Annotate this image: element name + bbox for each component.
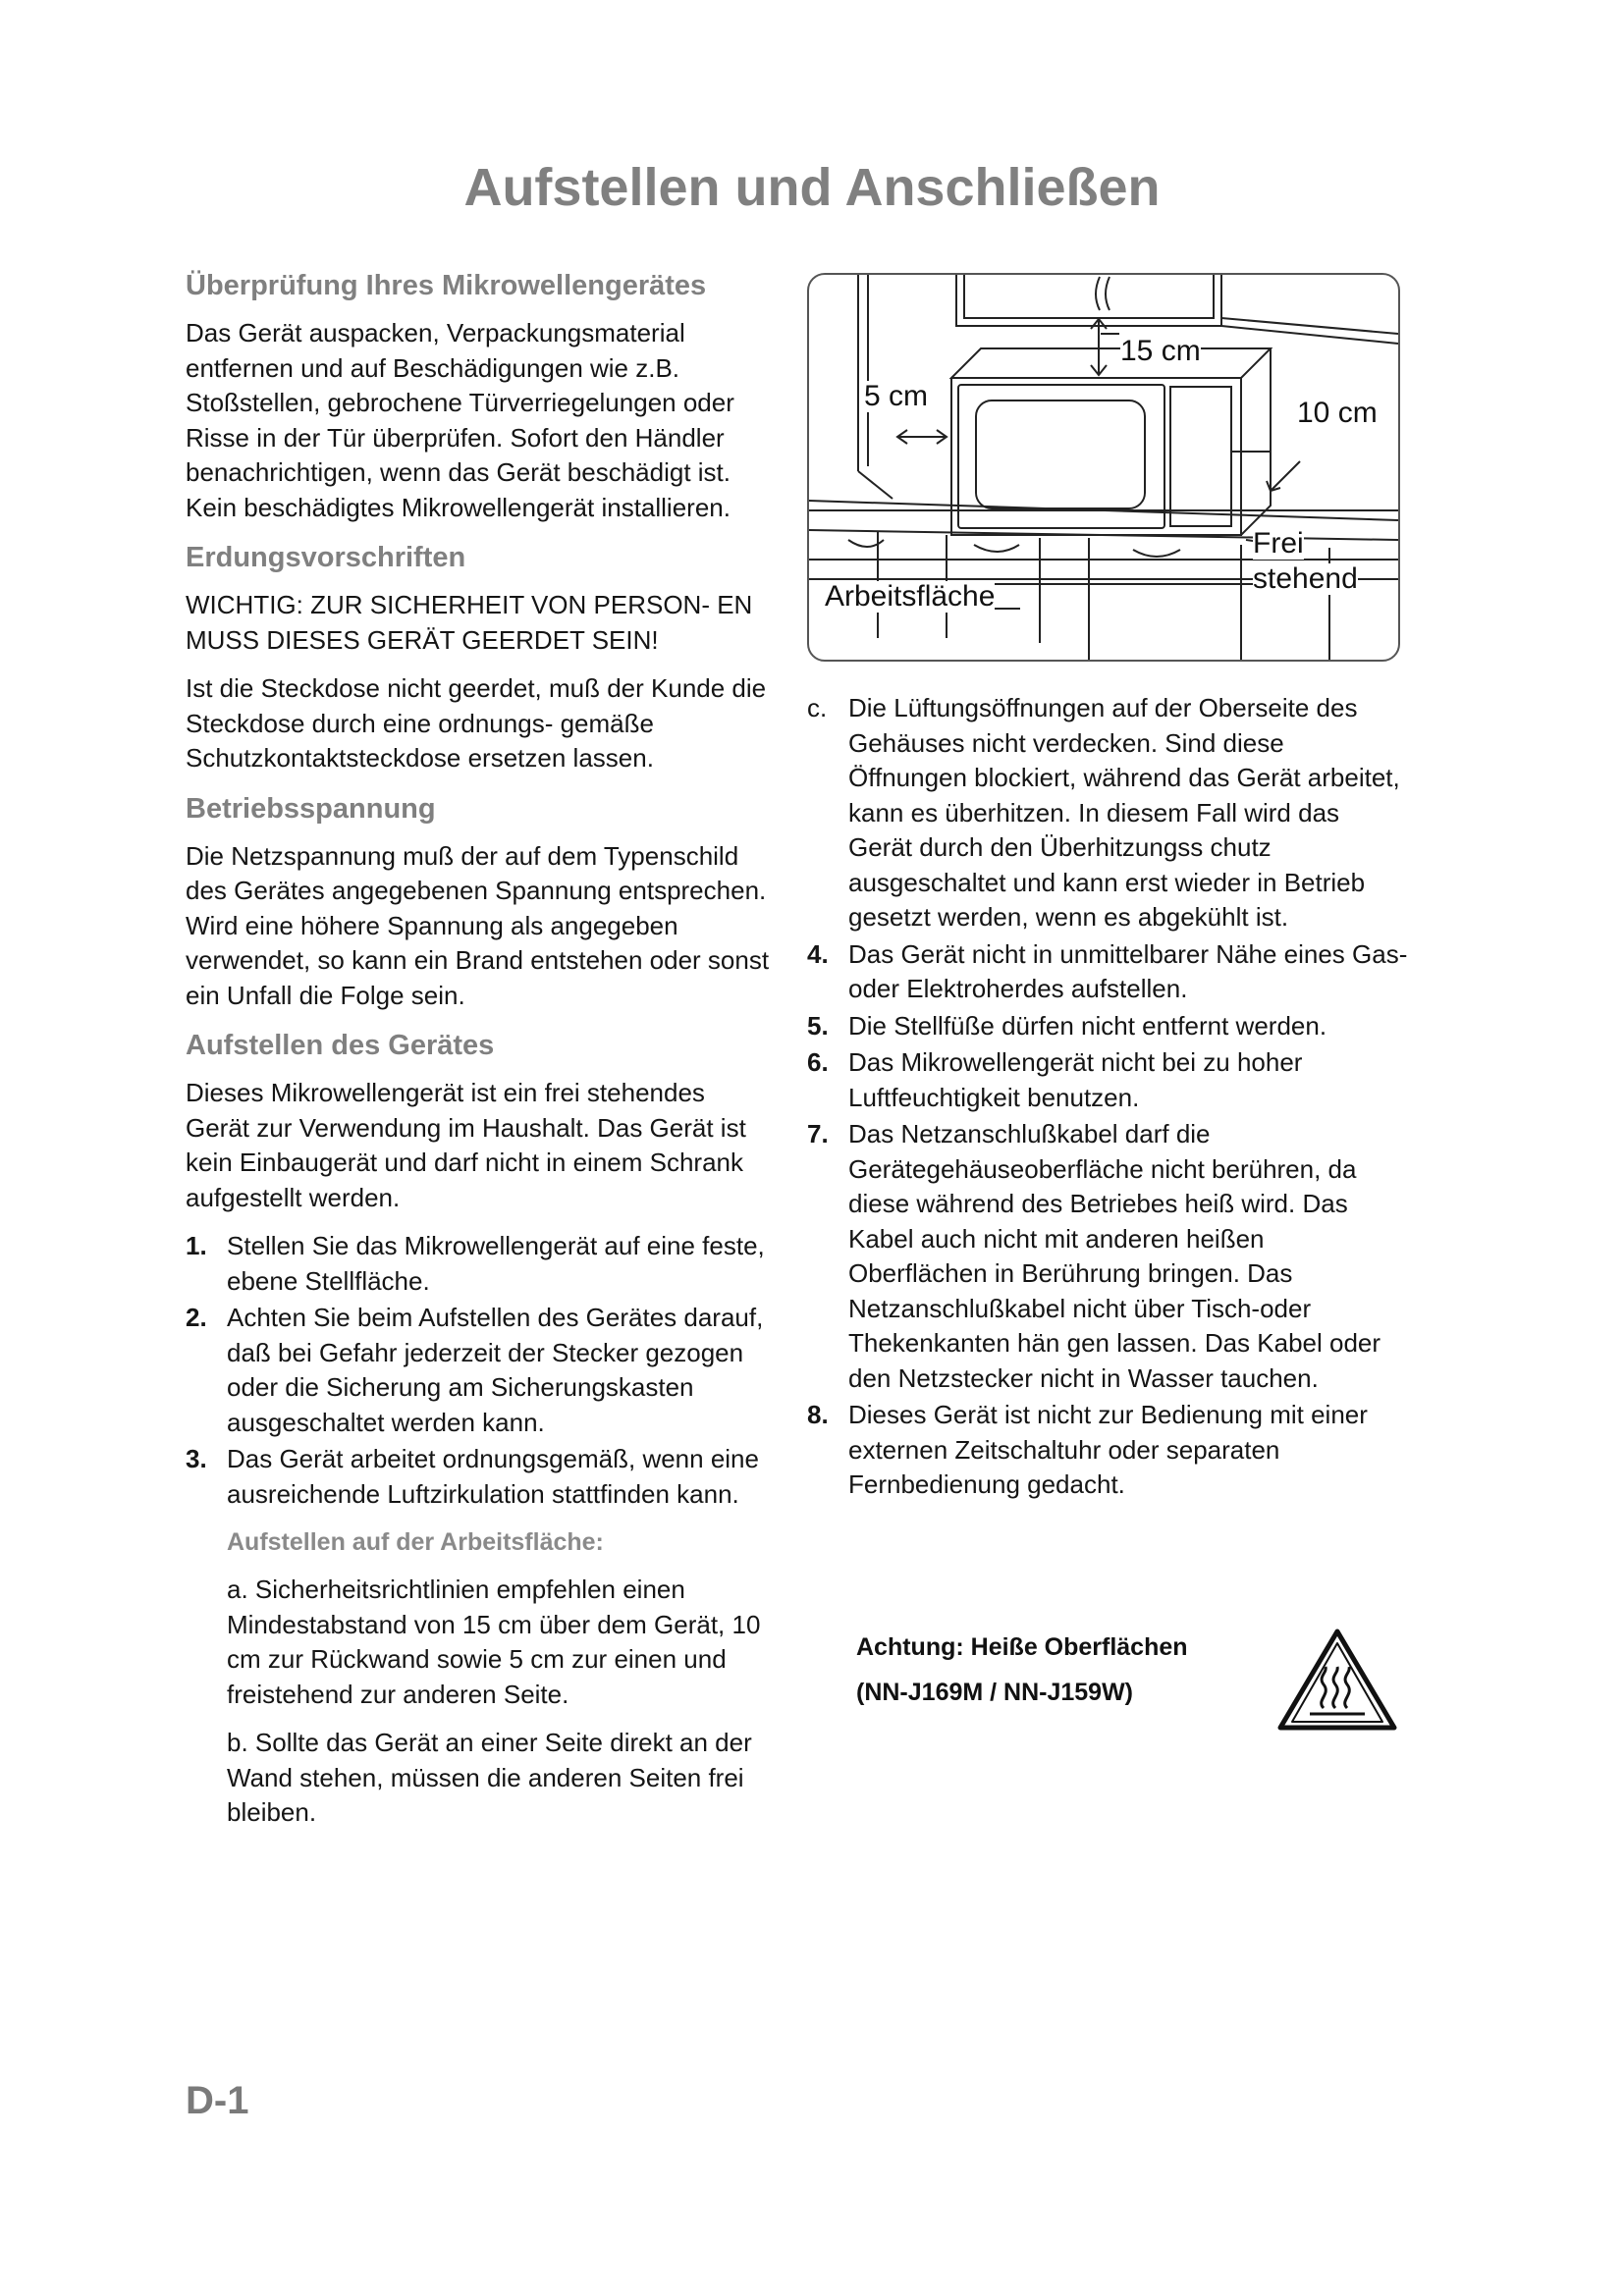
heading-ground: Erdungsvorschriften <box>186 542 466 573</box>
list-text: Das Gerät arbeitet ordnungsgemäß, wenn eine ausreichende Luftzirkulation stattfinden kann. <box>227 1444 759 1509</box>
list-number: 2. <box>186 1303 207 1332</box>
list-text: Stellen Sie das Mikrowellengerät auf eine feste, ebene Stellfläche. <box>227 1231 765 1296</box>
warning-title: Achtung: Heiße Oberflächen <box>856 1633 1188 1661</box>
page-number: D-1 <box>186 2079 249 2122</box>
list-text: Die Lüftungsöffnungen auf der Oberseite des Gehäuses nicht verdecken. Sind diese Öffnungen blockiert, während das Gerät arbeitet, kann es überhitzen. In diesem Fall wird das Gerät durch den Überhitzungss chutz ausgeschaltet und kann erst wieder in Betrieb gesetzt werden, wenn es abgekühlt ist. <box>848 693 1400 932</box>
list-item-6 <box>807 1045 1408 1115</box>
list-item-1 <box>186 1229 775 1299</box>
list-item-3 <box>186 1442 775 1512</box>
list-number: 3. <box>186 1444 207 1473</box>
diagram-label-free-2: stehend <box>1253 562 1358 595</box>
list-item-2 <box>186 1301 775 1440</box>
diagram-label-side: 5 cm <box>864 380 929 412</box>
installation-diagram <box>807 273 1400 662</box>
hot-surface-icon <box>1274 1626 1400 1735</box>
voltage-text: Die Netzspannung muß der auf dem Typenschild des Gerätes angegebenen Spannung entsprechen. Wird eine höhere Spannung als angegeben verwendet, so kann ein Brand entstehen oder sonst ein Unfall die Folge sein. <box>186 840 770 1010</box>
list-item-4 <box>807 937 1408 1007</box>
list-text: Achten Sie beim Aufstellen des Gerätes darauf, daß bei Gefahr jederzeit der Stecker gezogen oder die Sicherung am Sicherungskasten ausgeschaltet werden kann. <box>227 1303 764 1437</box>
heading-check: Überprüfung Ihres Mikrowellengerätes <box>186 270 707 301</box>
list-text: Dieses Gerät ist nicht zur Bedienung mit einer externen Zeitschaltuhr oder separaten Fernbedienung gedacht. <box>848 1400 1368 1499</box>
setup-text: Dieses Mikrowellengerät ist ein frei stehendes Gerät zur Verwendung im Haushalt. Das Gerät ist kein Einbaugerät und darf nicht in einem Schrank aufgestellt werden. <box>186 1078 746 1212</box>
list-number: 5. <box>807 1010 829 1041</box>
diagram-label-back: 10 cm <box>1297 397 1378 429</box>
check-text: Das Gerät auspacken, Verpackungsmaterial entfernen und auf Beschädigungen wie z.B. Stoßstellen, gebrochene Türverriegelungen oder Risse in der Tür überprüfen. Sofort den Händler benachrichtigen, wenn das Gerät beschädigt ist. Kein beschädigtes Mikrowellengerät installieren. <box>186 318 734 522</box>
hot-surface-warning <box>856 1625 1269 1715</box>
ground-warning: WICHTIG: ZUR SICHERHEIT VON PERSON- EN MUSS DIESES GERÄT GEERDET SEIN! <box>186 590 753 655</box>
heading-voltage: Betriebsspannung <box>186 792 436 825</box>
heading-setup: Aufstellen des Gerätes <box>186 1030 495 1061</box>
left-column <box>186 267 775 1844</box>
list-text: Das Mikrowellengerät nicht bei zu hoher Luftfeuchtigkeit benutzen. <box>848 1047 1303 1112</box>
warning-models: (NN-J169M / NN-J159W) <box>856 1679 1134 1706</box>
list-text: Das Gerät nicht in unmittelbarer Nähe eines Gas- oder Elektroherdes aufstellen. <box>848 938 1408 1003</box>
diagram-label-free-1: Frei <box>1253 527 1304 560</box>
page-title: Aufstellen und Anschließen <box>463 158 1161 217</box>
list-text: Die Stellfüße dürfen nicht entfernt werden. <box>848 1010 1327 1041</box>
ground-text: Ist die Steckdose nicht geerdet, muß der Kunde die Steckdose durch eine ordnungs- gemäße Schutzkontaktsteckdose ersetzen lassen. <box>186 673 767 773</box>
diagram-label-worktop: Arbeitsfläche <box>825 580 996 613</box>
list-item-c <box>807 691 1408 935</box>
right-column <box>807 691 1408 1505</box>
worktop-item-a: a. Sicherheitsrichtlinien empfehlen einen Mindestabstand von 15 cm über dem Gerät, 10 cm zur Rückwand sowie 5 cm zur einen und freistehend zur anderen Seite. <box>227 1575 761 1709</box>
list-number: 4. <box>807 938 829 969</box>
list-number: 6. <box>807 1047 829 1077</box>
worktop-heading: Aufstellen auf der Arbeitsfläche: <box>227 1528 604 1556</box>
list-text: Das Netzanschlußkabel darf die Gerätegehäuseoberfläche nicht berühren, da diese während des Betriebes heiß wird. Das Kabel auch nicht mit anderen heißen Oberflächen in Berührung bringen. Das Netzanschlußkabel nicht über Tisch-oder Thekenkanten hän gen lassen. Das Kabel oder den Netzstecker nicht in Wasser tauchen. <box>848 1119 1381 1393</box>
diagram-label-top: 15 cm <box>1120 335 1201 367</box>
worktop-item-b: b. Sollte das Gerät an einer Seite direkt an der Wand stehen, müssen die anderen Seiten frei bleiben. <box>227 1728 752 1827</box>
list-number: 8. <box>807 1400 829 1429</box>
list-item-7 <box>807 1117 1408 1396</box>
list-number: 7. <box>807 1119 829 1148</box>
list-item-5 <box>807 1009 1408 1044</box>
list-item-8 <box>807 1398 1408 1503</box>
list-number: c. <box>807 693 828 722</box>
list-number: 1. <box>186 1231 207 1260</box>
